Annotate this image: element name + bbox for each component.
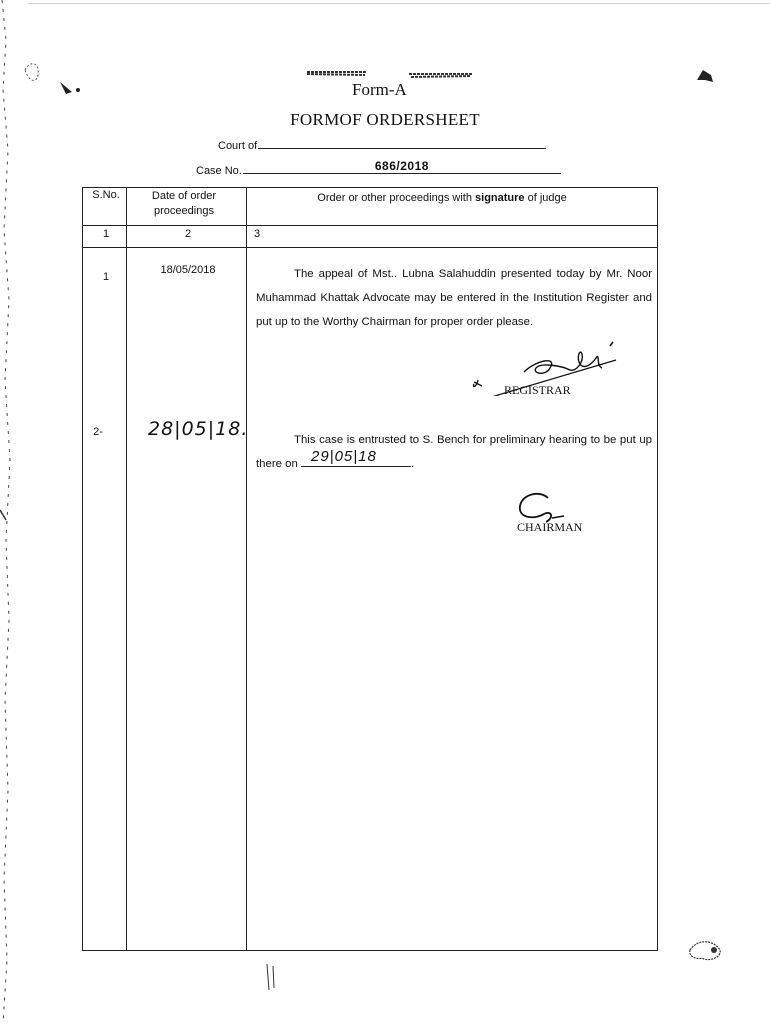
hearing-date-blank (301, 448, 411, 467)
pen-mark-bottom (263, 962, 279, 992)
court-of-blank (258, 138, 546, 149)
row-2-date-handwritten: 28|05|18. (148, 418, 249, 440)
form-label: Form-A (352, 80, 407, 99)
column-number-3: 3 (254, 228, 261, 240)
ink-blot-top-left (20, 50, 90, 110)
scan-top-line (28, 3, 770, 4)
registrar-label: REGISTRAR (504, 383, 571, 397)
column-number-2: 2 (184, 228, 192, 240)
row-2-sno: 2- (93, 426, 103, 438)
ink-blot-bottom-right (684, 932, 734, 968)
ink-blot-top-right (693, 66, 717, 88)
scan-edge-noise (0, 0, 14, 1024)
row-2-order-text (256, 428, 652, 476)
page-title: FORMOF ORDERSHEET (290, 110, 480, 129)
court-of-label: Court of (218, 140, 258, 152)
header-order-prefix: Order or other proceedings with (317, 192, 476, 204)
row-1-order-text (256, 262, 652, 334)
row-1-order-body: The appeal of Mst.. Lubna Salahuddin presented today by Mr. Noor Muhammad Khattak Advocate may be entered in the Institution Register and put up to the Worthy Chairman for proper order please. (256, 268, 652, 328)
header-order-bold: signature (475, 192, 525, 204)
header-order (252, 192, 632, 204)
header-sno: S.No. (92, 189, 120, 201)
case-number-value: 686/2018 (374, 159, 429, 173)
row-2-order-end: . (410, 458, 415, 470)
header-date: Date of order proceedings (151, 190, 217, 217)
court-of-field (218, 138, 546, 152)
case-number-label: Case No. (196, 165, 242, 177)
case-number-field (196, 161, 561, 177)
row-1-sno: 1 (102, 271, 110, 283)
case-number-line (243, 161, 561, 174)
row-1-date: 18/05/2018 (160, 264, 216, 276)
hearing-date-handwritten: 29|05|18 (310, 448, 377, 465)
chairman-label: CHAIRMAN (517, 520, 583, 534)
column-number-1: 1 (102, 228, 110, 240)
row-2-order-body: This case is entrusted to S. Bench for preliminary hearing to be put up there on (256, 434, 652, 470)
header-order-suffix: of judge (524, 192, 567, 204)
